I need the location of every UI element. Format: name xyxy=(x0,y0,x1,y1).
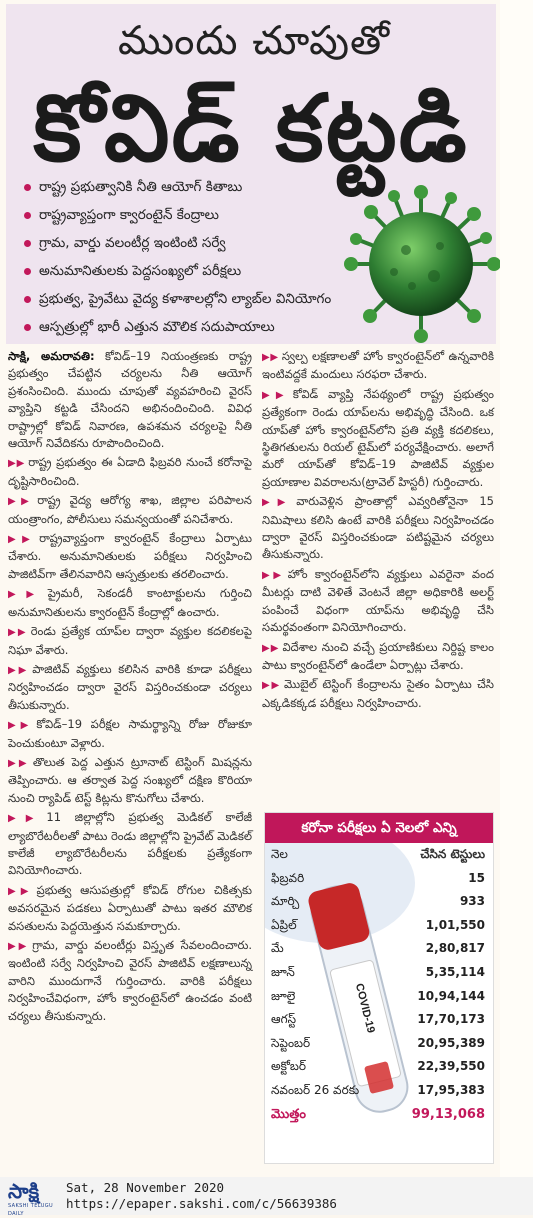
page-edge xyxy=(500,0,533,1177)
arrow-bullet-icon: ▶▶ xyxy=(262,569,285,581)
article-right-column xyxy=(262,348,494,714)
highlight-item: ప్రభుత్వ, ప్రైవేటు వైద్య కళాశాలల్లోని ల్యాబ్‌ల వినియోగం xyxy=(20,290,400,318)
arrow-bullet-icon: ▶▶ xyxy=(8,813,44,825)
bullet-dot-icon xyxy=(24,324,31,331)
article-point: ▶▶ వారువెళ్లిన ప్రాంతాల్లో ఎవ్వరితోనైనా 15 నిమిషాలు కలిసి ఉంటే వారికి పరీక్షలు నిర్వహించడం ద్వారా వైరస్‌ విస్తరించకుండా పటిష్టమైన చర్యలు తీసుకున్నారు. xyxy=(262,494,494,562)
table-row: మే 2,80,817 xyxy=(271,941,485,956)
arrow-bullet-icon: ▶▶ xyxy=(262,680,281,692)
headline-block xyxy=(6,4,496,344)
article-point: ▶▶ రాష్ట్ర ప్రభుత్వం ఈ ఏడాది ఫిబ్రవరి నుంచే కరోనాపై దృష్టిసారించింది. xyxy=(8,455,252,488)
article-point: ▶▶ తొలుత పెద్ద ఎత్తున ట్రూనాట్‌ టెస్టింగ్‌ మిషన్లను తెప్పించారు. ఆ తర్వాత పెద్ద సంఖ్యలో దక్షిణ కొరియా నుంచి ర్యాపిడ్‌ టెస్ట్‌ కిట్లను కొనుగోలు చేశారు. xyxy=(8,754,252,805)
arrow-bullet-icon: ▶▶ xyxy=(262,352,279,363)
arrow-bullet-icon: ▶▶ xyxy=(8,627,28,639)
bullet-dot-icon xyxy=(24,184,31,191)
sakshi-logo xyxy=(8,1179,60,1217)
arrow-bullet-icon: ▶▶ xyxy=(8,534,37,546)
article-point: ▶▶ గ్రామ, వార్డు వలంటీర్లు విస్తృత సేవలందించారు. ఇంటింటి సర్వే నిర్వహించి వైరస్‌ పాజిటివ్‌ లక్షణాలున్న వారిని ముందుగానే గుర్తించారు. వారికి పరీక్షలు నిర్వహించేవిధంగా, హోం క్వారంటైన్‌లో ఉంచడం వంటి చర్యలు తీసుకున్నారు. xyxy=(8,938,252,1023)
article-point: ▶▶ విదేశాల నుంచి వచ్చే ప్రయాణికులు నిర్దిష్ట కాలం పాటు క్వారంటైన్‌లో ఉండేలా ఏర్పాట్లు చేశారు. xyxy=(262,639,494,672)
headline-title: కోవిడ్ కట్టడి xyxy=(33,75,469,182)
table-row: ఆగస్ట్ 17,70,173 xyxy=(271,1012,485,1027)
article-point: ▶▶ 11 జిల్లాల్లోని ప్రభుత్వ మెడికల్‌ కాలేజీ ల్యాబొరేటరీలతో పాటు రెండు జిల్లాల్లోని ప్రైవేట్‌ మెడికల్‌ కాలేజీ ల్యాబొరేటరీలను పరీక్షలకు ప్రత్యేకంగా వినియోగించారు. xyxy=(8,810,253,878)
article-point: ▶▶ కోవిడ్‌ వ్యాప్తి నేపథ్యంలో రాష్ట్ర ప్రభుత్వం ప్రత్యేకంగా రెండు యాప్‌లను అభివృద్ధి చేసింది. ఒక యాప్‌తో హోం క్వారంటైన్‌లోని ప్రతి వ్యక్తి కదలికలు, స్థితిగతులను రియల్‌ టైమ్‌లో పర్యవేక్షించారు. అలాగే మరో యాప్‌తో కోవిడ్‌–19 పాజిటివ్‌ వ్యక్తుల ప్రయాణాల వివరాలను(ట్రావెల్‌ హిస్టరీ) గుర్తించారు. xyxy=(262,386,494,489)
table-row: జూన్ 5,35,114 xyxy=(271,964,485,979)
table-body xyxy=(265,843,493,1163)
article-point: ▶▶ మొబైల్‌ టెస్టింగ్‌ కేంద్రాలను సైతం ఏర్పాటు చేసి ఎక్కడికక్కడ పరీక్షలు నిర్వహించారు. xyxy=(262,677,494,710)
highlight-item: గ్రామ, వార్డు వలంటీర్ల ఇంటింటి సర్వే xyxy=(20,234,400,262)
article-point: ▶▶ కోవిడ్‌–19 పరీక్షల సామర్థ్యాన్ని రోజు రోజుకూ పెంచుకుంటూ వెళ్లారు. xyxy=(8,717,252,750)
arrow-bullet-icon: ▶▶ xyxy=(262,389,290,401)
tube-label: COVID-19 xyxy=(352,982,377,1035)
footer-info xyxy=(66,1180,337,1212)
article-point: ▶▶ హోం క్వారంటైన్‌లోని వ్యక్తులు ఎవరైనా వంద మీటర్లు దాటి వెళితే వెంటనే జిల్లా అధికారికి అలర్ట్‌ పంపించే విధంగా యాప్‌ను అభివృద్ధి చేసి సమర్థవంతంగా వినియోగించారు. xyxy=(262,566,494,635)
highlight-item: రాష్ట్ర ప్రభుత్వానికి నీతి ఆయోగ్ కితాబు xyxy=(20,178,400,206)
table-title: కరోనా పరీక్షలు ఏ నెలలో ఎన్ని xyxy=(265,813,493,843)
bullet-dot-icon xyxy=(24,240,31,247)
arrow-bullet-icon: ▶▶ xyxy=(8,757,30,769)
table-row: ఫిబ్రవరి 15 xyxy=(271,870,485,885)
article-left-column xyxy=(8,348,252,1027)
edition-date: Sat, 28 November 2020 xyxy=(66,1180,225,1195)
table-row: అక్టోబర్ 22,39,550 xyxy=(271,1059,485,1074)
epaper-link[interactable]: https://epaper.sakshi.com/c/56639386 xyxy=(66,1196,337,1211)
dateline: సాక్షి, అమరావతి: xyxy=(8,349,95,363)
epaper-footer xyxy=(0,1177,533,1215)
bullet-dot-icon xyxy=(24,268,31,275)
arrow-bullet-icon: ▶▶ xyxy=(262,497,294,509)
article-point: ▶▶ రెండు ప్రత్యేక యాప్‌ల ద్వారా వ్యక్తుల కదలికలపై నిఘా వేశారు. xyxy=(8,624,252,657)
column-header-month: నెల xyxy=(271,847,288,861)
highlights-list xyxy=(20,178,400,346)
headline-subtitle: ముందు చూపుతో xyxy=(117,18,391,64)
table-total-row xyxy=(265,1103,493,1127)
bullet-dot-icon xyxy=(24,212,31,219)
arrow-bullet-icon: ▶▶ xyxy=(8,720,34,732)
table-row: సెప్టెంబర్ 20,95,389 xyxy=(271,1035,485,1050)
article-intro: సాక్షి, అమరావతి: కోవిడ్‌–19 నియంత్రణకు రాష్ట్ర ప్రభుత్వం చేపట్టిన చర్యలను నీతి ఆయోగ్‌ ప్రశంసించింది. ముందు చూపుతో వ్యవహరించి వైరస్‌ వ్యాప్తిని కట్టడి చేసిందని అభినందించింది. వివిధ రాష్ట్రాల్లో కోవిడ్‌ నివారణ, ఉపశమన చర్యలపై నీతి ఆయోగ్‌ నివేదికను రూపొందించింది. xyxy=(8,349,252,451)
logo-wordmark: సాక్షి xyxy=(8,1179,40,1203)
table-row: ఏప్రిల్ 1,01,550 xyxy=(271,917,485,932)
arrow-bullet-icon: ▶▶ xyxy=(8,458,26,470)
article-point: ▶▶ రాష్ట్ర వైద్య ఆరోగ్య శాఖ, జిల్లాల పరిపాలన యంత్రాంగం, పోలీసులు సమన్వయంతో పనిచేశారు. xyxy=(8,493,252,526)
logo-tagline: SAKSHI TELUGU DAILY xyxy=(8,1203,54,1217)
article-point: ▶▶ రాష్ట్రవ్యాప్తంగా క్వారంటైన్‌ కేంద్రాలు ఏర్పాటు చేశారు. అనుమానితులకు పరీక్షలు నిర్వహించి పాజిటివ్‌గా తేలినవారిని ఆస్పత్రులకు తరలించారు. xyxy=(8,531,252,581)
article-point: ▶▶ స్వల్ప లక్షణాలతో హోం క్వారంటైన్‌లో ఉన్నవారికి ఇంటివద్దకే మందులు సరఫరా చేశారు. xyxy=(262,349,494,382)
monthly-tests-table xyxy=(264,812,494,1164)
bullet-dot-icon xyxy=(24,296,31,303)
highlight-item: అనుమానితులకు పెద్దసంఖ్యలో పరీక్షలు xyxy=(20,262,400,290)
table-row: నవంబర్ 26 వరకు 17,95,383 xyxy=(271,1082,485,1097)
arrow-bullet-icon: ▶▶ xyxy=(8,941,30,952)
article-point: ▶▶ ప్రైమరీ, సెకండరీ కాంటాక్టులను గుర్తించి అనుమానితులను క్వారంటైన్‌ కేంద్రాల్లో ఉంచారు. xyxy=(8,586,252,619)
table-header-row xyxy=(265,843,493,867)
article-point: ▶▶ పాజిటివ్‌ వ్యక్తులు కలిసిన వారికి కూడా పరీక్షలు నిర్వహించడం ద్వారా వైరస్‌ విస్తరించకుండా చర్యలు తీసుకున్నారు. xyxy=(8,661,252,712)
article-point: ▶▶ ప్రభుత్వ ఆసుపత్రుల్లో కోవిడ్‌ రోగుల చికిత్సకు అవసరమైన పడకలు ఏర్పాటుతో పాటు ఇతర మౌలిక వసతులను పెద్దయెత్తున సమకూర్చారు. xyxy=(8,882,252,933)
column-header-tests: చేసిన టెస్టులు xyxy=(420,847,485,861)
arrow-bullet-icon: ▶▶ xyxy=(8,589,45,601)
table-row: జూలై 10,94,144 xyxy=(271,988,485,1003)
highlight-item: రాష్ట్రవ్యాప్తంగా క్వారంటైన్ కేంద్రాలు xyxy=(20,206,400,234)
arrow-bullet-icon: ▶▶ xyxy=(8,664,30,676)
table-row: మార్చి 933 xyxy=(271,894,485,909)
arrow-bullet-icon: ▶▶ xyxy=(8,496,35,508)
arrow-bullet-icon: ▶▶ xyxy=(262,642,280,654)
total-value: 99,13,068 xyxy=(411,1106,485,1122)
total-label: మొత్తం xyxy=(271,1106,306,1122)
highlight-item: ఆస్పత్రుల్లో భారీ ఎత్తున మౌలిక సదుపాయాలు xyxy=(20,318,400,346)
arrow-bullet-icon: ▶▶ xyxy=(8,885,34,897)
